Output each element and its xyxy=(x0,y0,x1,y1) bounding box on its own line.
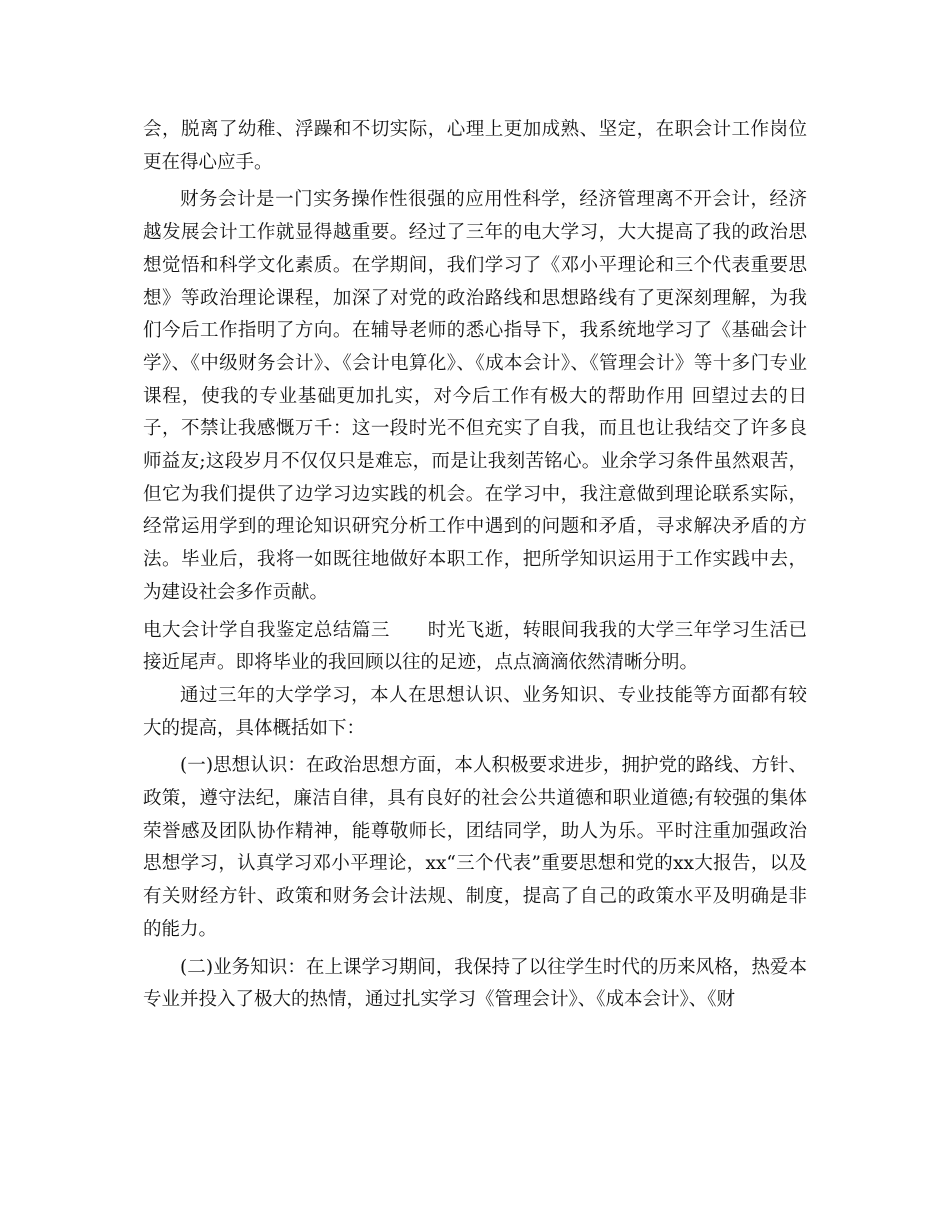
section-heading-part-three: 电大会计学自我鉴定总结篇三 时光飞逝，转眼间我我的大学三年学习生活已接近尾声。即将毕业的我回顾以往的足迹，点点滴滴依然清晰分明。 xyxy=(143,619,807,674)
paragraph-summary-intro: 通过三年的大学学习，本人在思想认识、业务知识、专业技能等方面都有较大的提高，具体概括如下： xyxy=(143,684,807,739)
paragraph-ideological-awareness: (一)思想认识：在政治思想方面，本人积极要求进步，拥护党的路线、方针、政策，遵守法纪，廉洁自律，具有良好的社会公共道德和职业道德;有较强的集体荣誉感及团队协作精神，能尊敬师长，团结同学，助人为乐。平时注重加强政治思想学习，认真学习邓小平理论，xx“三个代表”重要思想和党的xx大报告，以及有关财经方针、政策和财务会计法规、制度，提高了自己的政策水平及明确是非的能力。 xyxy=(143,755,807,940)
document-body xyxy=(143,114,807,1022)
paragraph-professional-knowledge: (二)业务知识：在上课学习期间，我保持了以往学生时代的历来风格，热爱本专业并投入了极大的热情，通过扎实学习《管理会计》、《成本会计》、《财 xyxy=(143,956,807,1011)
paragraph-financial-accounting: 财务会计是一门实务操作性很强的应用性科学，经济管理离不开会计，经济越发展会计工作就显得越重要。经过了三年的电大学习，大大提高了我的政治思想觉悟和科学文化素质。在学期间，我们学习了《邓小平理论和三个代表重要思想》等政治理论课程，加深了对党的政治路线和思想路线有了更深刻理解，为我们今后工作指明了方向。在辅导老师的悉心指导下，我系统地学习了《基础会计学》、《中级财务会计》、《会计电算化》、《成本会计》、《管理会计》等十多门专业课程，使我的专业基础更加扎实，对今后工作有极大的帮助作用 回望过去的日子，不禁让我感慨万千：这一段时光不但充实了自我，而且也让我结交了许多良师益友;这段岁月不仅仅只是难忘，而是让我刻苦铭心。业余学习条件虽然艰苦，但它为我们提供了边学习边实践的机会。在学习中，我注意做到理论联系实际，经常运用学到的理论知识研究分析工作中遇到的问题和矛盾，寻求解决矛盾的方法。毕业后，我将一如既往地做好本职工作，把所学知识运用于工作实践中去，为建设社会多作贡献。 xyxy=(143,189,807,603)
paragraph-continuation: 会，脱离了幼稚、浮躁和不切实际，心理上更加成熟、坚定，在职会计工作岗位更在得心应手。 xyxy=(143,119,807,173)
